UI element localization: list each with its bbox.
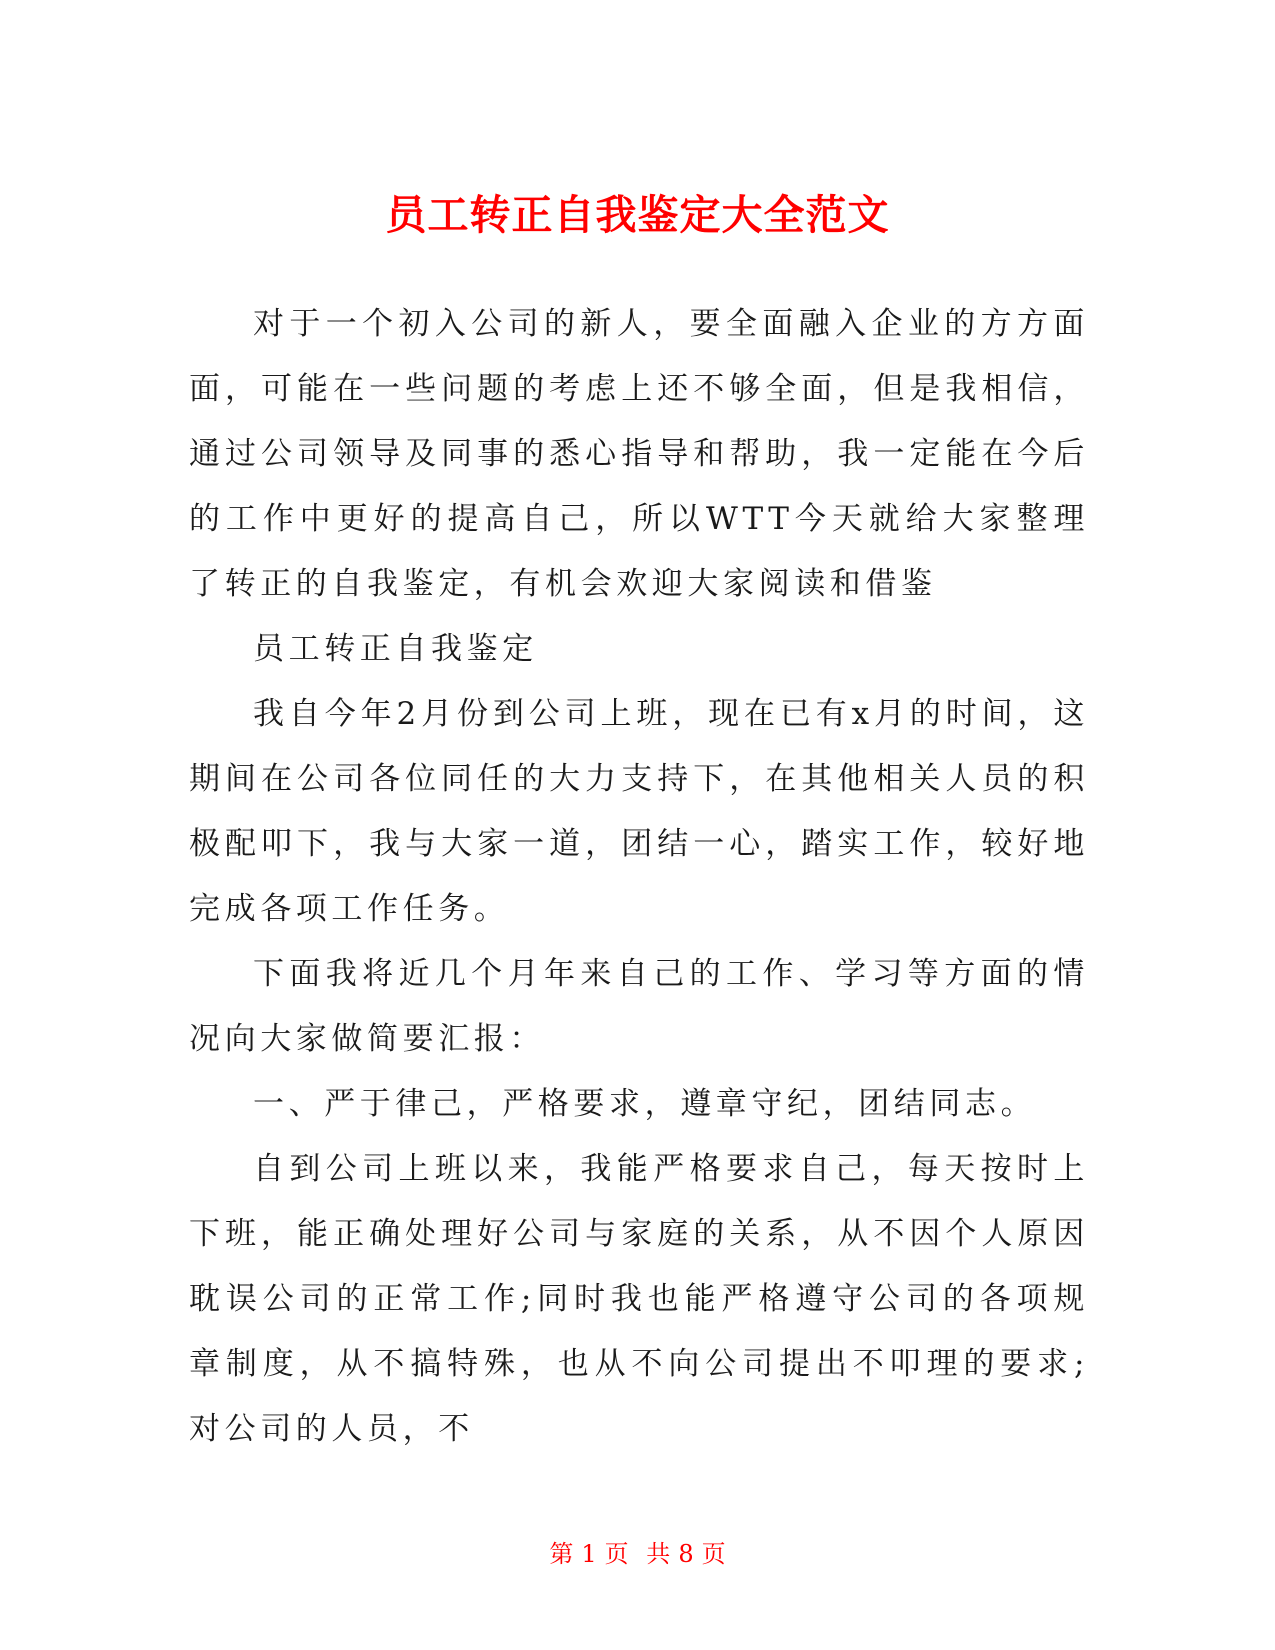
section-heading: 员工转正自我鉴定 <box>253 631 538 667</box>
body-paragraph: 自到公司上班以来，我能严格要求自己，每天按时上下班，能正确处理好公司与家庭的关系，从不因个人原因耽误公司的正常工作;同时我也能严格遵守公司的各项规章制度，从不搞特殊，也从不向公司提出不叩理的要求;对公司的人员，不 <box>189 1151 1089 1447</box>
footer-total-pages: 8 <box>678 1540 694 1568</box>
intro-paragraph: 对于一个初入公司的新人，要全面融入企业的方方面面，可能在一些问题的考虑上还不够全面，但是我相信，通过公司领导及同事的悉心指导和帮助，我一定能在今后的工作中更好的提高自己，所以WTT今天就给大家整理了转正的自我鉴定，有机会欢迎大家阅读和借鉴 <box>189 306 1089 602</box>
document-body <box>189 292 1089 1462</box>
body-paragraph: 我自今年2月份到公司上班，现在已有x月的时间，这期间在公司各位同任的大力支持下，在其他相关人员的积极配叩下，我与大家一道，团结一心，踏实工作，较好地完成各项工作任务。 <box>189 696 1089 927</box>
footer-page-number: 1 <box>581 1540 597 1568</box>
document-title: 员工转正自我鉴定大全范文 <box>385 191 890 240</box>
subsection-heading: 一、严于律己，严格要求，遵章守纪，团结同志。 <box>253 1086 1037 1122</box>
body-paragraph: 下面我将近几个月年来自己的工作、学习等方面的情况向大家做简要汇报： <box>189 956 1089 1057</box>
footer-suffix: 页 <box>701 1540 726 1568</box>
footer-prefix: 第 <box>549 1540 574 1568</box>
footer-middle: 页 共 <box>604 1540 671 1568</box>
page-footer <box>0 1538 1275 1570</box>
